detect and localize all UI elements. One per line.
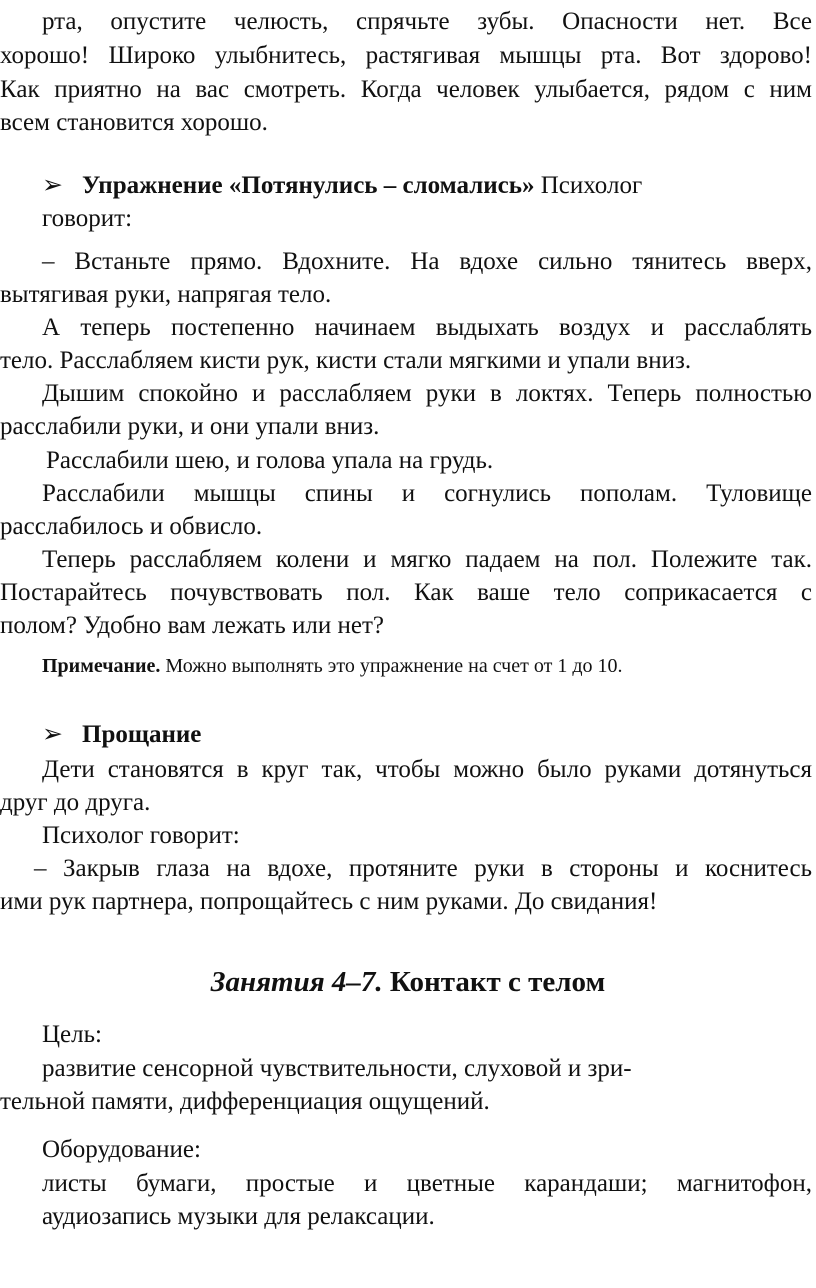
intro-line-1: рта, опустите челюсть, спрячьте зубы. Опасности нет. Все: [42, 8, 812, 35]
exercise-line-11: Постарайтесь почувствовать пол. Как ваше тело соприкасается с: [0, 579, 812, 606]
arrow-bullet-icon: ➢: [42, 172, 63, 199]
exercise-line-6: расслабили руки, и они упали вниз.: [0, 413, 380, 440]
intro-line-3: Как приятно на вас смотреть. Когда человек улыбается, рядом с ним: [0, 76, 812, 103]
exercise-line-12: полом? Удобно вам лежать или нет?: [0, 612, 384, 639]
lesson-heading: [0, 963, 816, 1001]
arrow-bullet-icon: ➢: [42, 721, 63, 748]
farewell-line-3: Психолог говорит:: [42, 822, 240, 849]
exercise-line-4: тело. Расслабляем кисти рук, кисти стали мягкими и упали вниз.: [0, 347, 692, 374]
exercise-line-5: Дышим спокойно и расслабляем руки в локтях. Теперь полностью: [42, 380, 812, 407]
farewell-line-1: Дети становятся в круг так, чтобы можно было руками дотянуться: [42, 756, 812, 783]
exercise-title-continuation: говорит:: [42, 205, 133, 232]
farewell-title: Прощание: [82, 721, 202, 748]
exercise-line-9: расслабилось и обвисло.: [0, 513, 263, 540]
exercise-line-10: Теперь расслабляем колени и мягко падаем на пол. Полежите так.: [42, 546, 812, 573]
farewell-heading: [42, 719, 201, 751]
lesson-heading-title: Контакт с телом: [382, 966, 606, 998]
exercise-line-1: – Встаньте прямо. Вдохните. На вдохе сильно тянитесь вверх,: [42, 248, 812, 275]
farewell-line-5: ими рук партнера, попрощайтесь с ним руками. До свидания!: [0, 888, 658, 915]
equipment-line-1: листы бумаги, простые и цветные карандаши; магнитофон,: [42, 1170, 812, 1197]
equipment-line-2: аудиозапись музыки для релаксации.: [42, 1203, 435, 1230]
lesson-heading-number: Занятия 4–7.: [210, 966, 383, 998]
exercise-title-tail: Психолог: [534, 172, 643, 199]
farewell-line-2: друг до друга.: [0, 789, 151, 816]
exercise-line-7: Расслабили шею, и голова упала на грудь.: [46, 447, 494, 474]
goal-line-2: тельной памяти, дифференциация ощущений.: [0, 1088, 490, 1115]
goal-label: Цель:: [42, 1021, 102, 1048]
farewell-line-4: – Закрыв глаза на вдохе, протяните руки в стороны и коснитесь: [34, 855, 812, 882]
intro-line-2: хорошо! Широко улыбнитесь, растягивая мышцы рта. Вот здорово!: [0, 42, 812, 69]
exercise-heading: [42, 170, 642, 202]
exercise-line-3: А теперь постепенно начинаем выдыхать воздух и расслаблять: [42, 314, 812, 341]
note-text: Можно выполнять это упражнение на счет от 1 до 10.: [160, 655, 623, 677]
note-label: Примечание.: [42, 655, 161, 677]
exercise-line-8: Расслабили мышцы спины и согнулись пополам. Туловище: [42, 480, 812, 507]
exercise-title: Упражнение «Потянулись – сломались»: [82, 172, 535, 199]
exercise-note: [42, 650, 623, 682]
exercise-line-2: вытягивая руки, напрягая тело.: [0, 281, 332, 308]
intro-line-4: всем становится хорошо.: [0, 109, 268, 136]
equipment-label: Оборудование:: [42, 1136, 201, 1163]
goal-line-1: развитие сенсорной чувствительности, слуховой и зри-: [42, 1055, 632, 1082]
